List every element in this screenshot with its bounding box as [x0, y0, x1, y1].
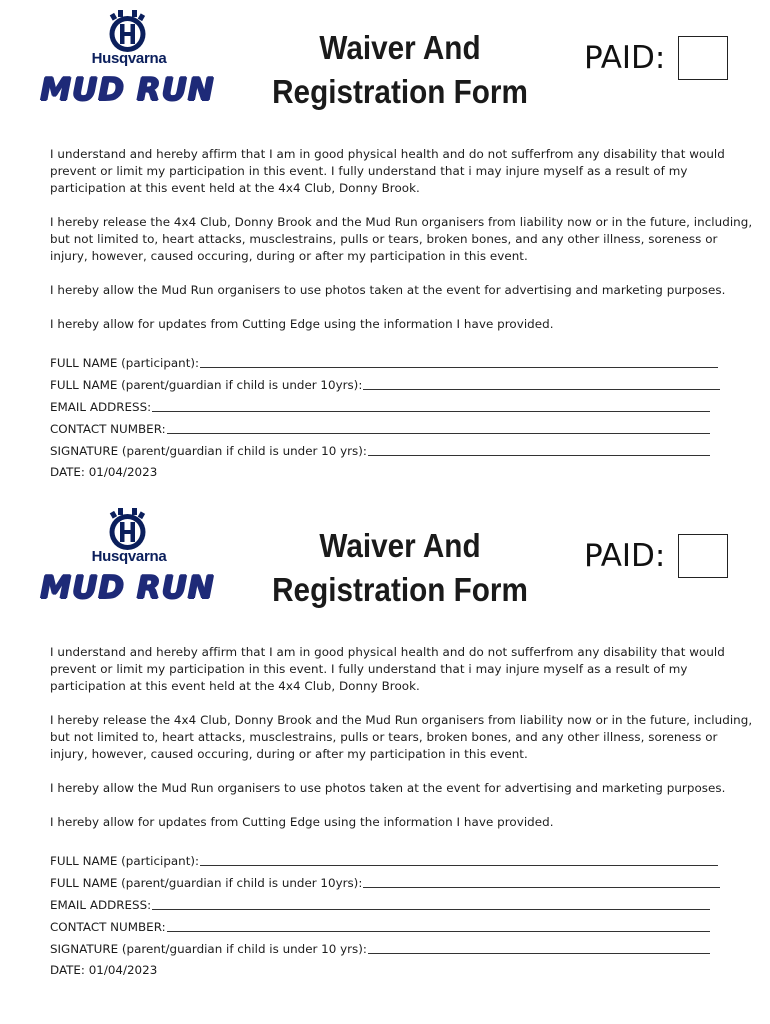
field-label: FULL NAME (participant):	[50, 854, 199, 868]
contact-number-field[interactable]	[50, 419, 710, 437]
guardian-name-field[interactable]	[50, 375, 720, 393]
field-label: EMAIL ADDRESS:	[50, 898, 152, 912]
field-label: SIGNATURE (parent/guardian if child is under 10 yrs):	[50, 444, 367, 458]
field-label: SIGNATURE (parent/guardian if child is under 10 yrs):	[50, 942, 367, 956]
fill-line[interactable]	[368, 953, 710, 954]
updates-consent-paragraph: I hereby allow for updates from Cutting Edge using the information I have provided.	[50, 317, 554, 331]
participant-name-field[interactable]	[50, 353, 718, 371]
fill-line[interactable]	[167, 433, 710, 434]
participant-name-field[interactable]	[50, 851, 718, 869]
paid-label: PAID:	[584, 40, 666, 76]
form-date: DATE: 01/04/2023	[50, 963, 158, 977]
form-title-line-2: Registration Form	[272, 73, 528, 110]
fill-line[interactable]	[152, 411, 710, 412]
field-label: CONTACT NUMBER:	[50, 920, 166, 934]
photo-consent-paragraph: I hereby allow the Mud Run organisers to use photos taken at the event for advertising and marketing purposes.	[50, 283, 726, 297]
photo-consent-paragraph: I hereby allow the Mud Run organisers to use photos taken at the event for advertising and marketing purposes.	[50, 781, 726, 795]
fill-line[interactable]	[368, 455, 710, 456]
fill-line[interactable]	[167, 931, 710, 932]
event-name-logo-text: MUD RUN	[40, 570, 215, 606]
waiver-form-2	[0, 498, 770, 996]
waiver-form-1	[0, 0, 770, 498]
field-label: FULL NAME (parent/guardian if child is under 10yrs):	[50, 876, 363, 890]
brand-name: Husqvarna	[91, 548, 167, 565]
signature-field[interactable]	[50, 441, 710, 459]
form-title-line-2: Registration Form	[272, 571, 528, 608]
health-affirmation-paragraph: I understand and hereby affirm that I am in good physical health and do not sufferfrom any disability that would prevent or limit my participation in this event. I fully understand that i may injure myself as a result of my participation at this event held at the 4x4 Club, Donny Brook.	[50, 147, 725, 195]
paid-checkbox[interactable]	[678, 534, 728, 578]
field-label: FULL NAME (parent/guardian if child is under 10yrs):	[50, 378, 363, 392]
field-label: EMAIL ADDRESS:	[50, 400, 152, 414]
field-label: FULL NAME (participant):	[50, 356, 199, 370]
event-name-logo-text: MUD RUN	[40, 72, 215, 108]
form-date: DATE: 01/04/2023	[50, 465, 158, 479]
form-title	[265, 524, 535, 612]
liability-release-paragraph: I hereby release the 4x4 Club, Donny Brook and the Mud Run organisers from liability now or in the future, including, but not limited to, heart attacks, musclestrains, pulls or tears, broken bones, and any other illness, soreness or injury, however, caused occuring, during or after my participation in this event.	[50, 713, 753, 761]
form-title-line-1: Waiver And	[319, 527, 481, 564]
fill-line[interactable]	[152, 909, 710, 910]
paid-checkbox[interactable]	[678, 36, 728, 80]
signature-field[interactable]	[50, 939, 710, 957]
fill-line[interactable]	[363, 887, 720, 888]
form-title-line-1: Waiver And	[319, 29, 481, 66]
guardian-name-field[interactable]	[50, 873, 720, 891]
updates-consent-paragraph: I hereby allow for updates from Cutting Edge using the information I have provided.	[50, 815, 554, 829]
fill-line[interactable]	[200, 367, 718, 368]
field-label: CONTACT NUMBER:	[50, 422, 166, 436]
paid-label: PAID:	[584, 538, 666, 574]
contact-number-field[interactable]	[50, 917, 710, 935]
liability-release-paragraph: I hereby release the 4x4 Club, Donny Brook and the Mud Run organisers from liability now or in the future, including, but not limited to, heart attacks, musclestrains, pulls or tears, broken bones, and any other illness, soreness or injury, however, caused occuring, during or after my participation in this event.	[50, 215, 753, 263]
email-field[interactable]	[50, 895, 710, 913]
health-affirmation-paragraph: I understand and hereby affirm that I am in good physical health and do not sufferfrom any disability that would prevent or limit my participation in this event. I fully understand that i may injure myself as a result of my participation at this event held at the 4x4 Club, Donny Brook.	[50, 645, 725, 693]
email-field[interactable]	[50, 397, 710, 415]
brand-name: Husqvarna	[91, 50, 167, 67]
fill-line[interactable]	[363, 389, 720, 390]
form-title	[265, 26, 535, 114]
fill-line[interactable]	[200, 865, 718, 866]
